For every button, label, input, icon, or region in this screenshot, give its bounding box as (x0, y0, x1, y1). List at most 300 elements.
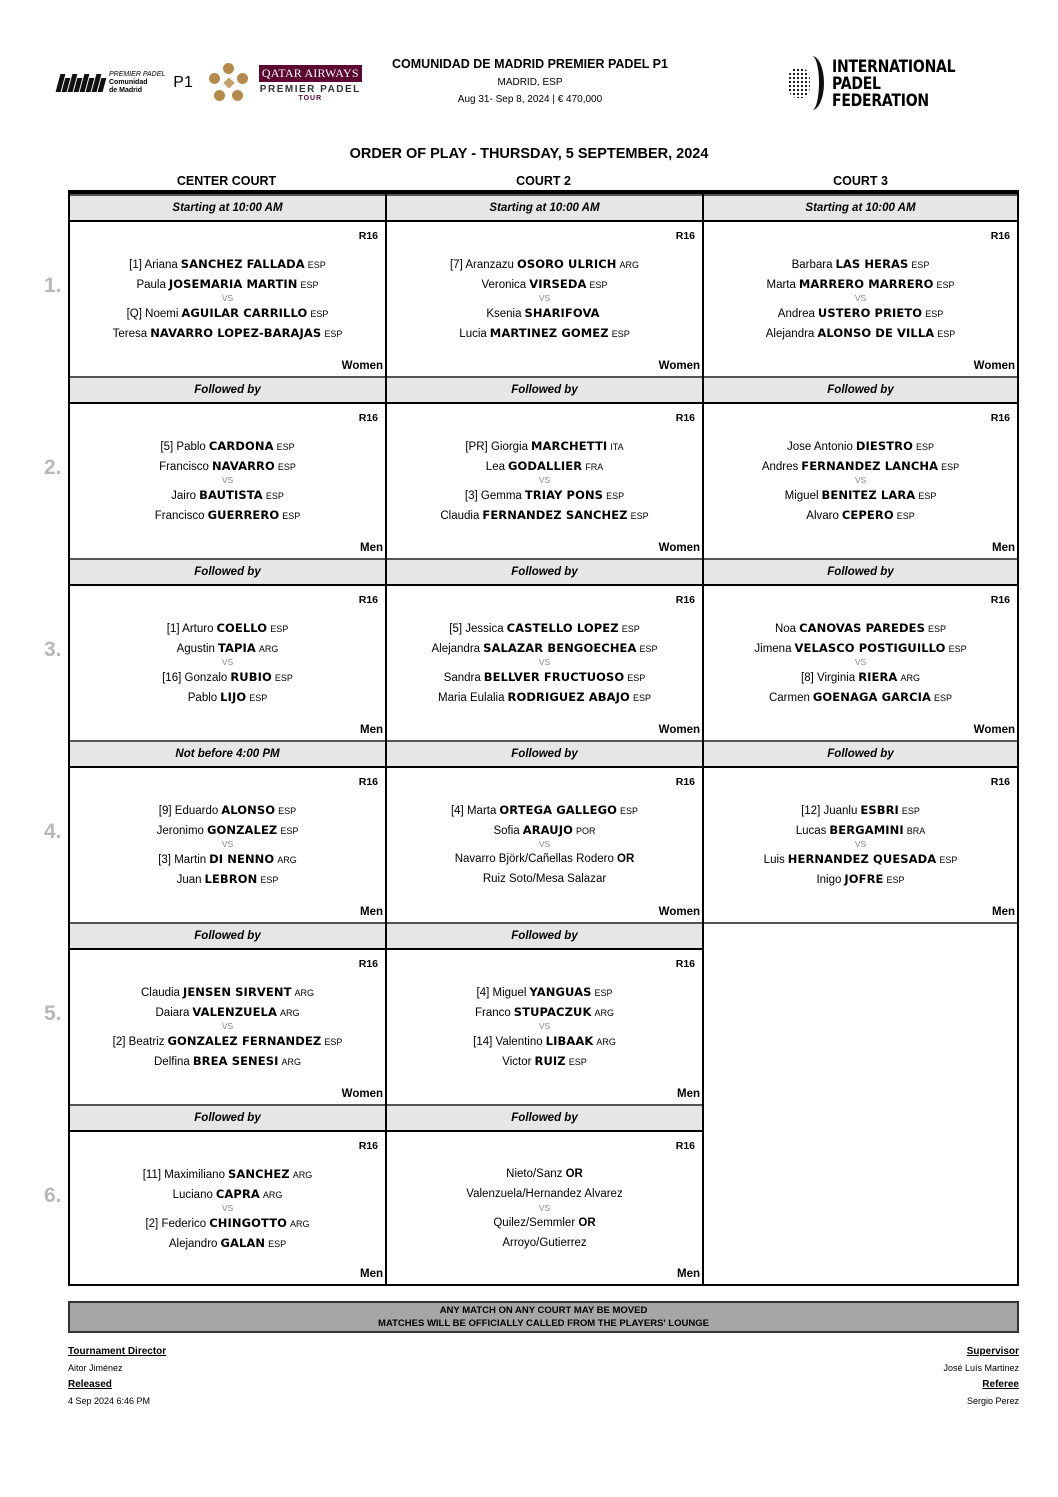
referee-label: Referee (982, 1379, 1019, 1390)
player-last-name: SALAZAR BENGOECHEA (483, 641, 637, 655)
match-block (704, 586, 1017, 740)
player-line (704, 638, 1017, 658)
player-first-name: Martin (174, 854, 207, 866)
supervisor-label: Supervisor (966, 1346, 1019, 1357)
players (704, 800, 1017, 889)
player-seed: [11] (142, 1169, 162, 1181)
player-nationality: ARG (294, 988, 315, 998)
player-nationality: ESP (278, 806, 297, 816)
round-label: R16 (990, 230, 1010, 242)
player-nationality: ESP (918, 491, 937, 501)
director-label: Tournament Director (68, 1346, 167, 1357)
released-label: Released (68, 1379, 112, 1390)
player-last-name: SHARIFOVA (524, 306, 600, 320)
qualifier-pair: Navarro Björk/Cañellas Rodero (454, 853, 614, 865)
player-last-name: BENITEZ LARA (821, 488, 916, 502)
match-cell (702, 376, 1019, 558)
player-first-name: Marta (466, 805, 497, 817)
vs-label: VS (538, 293, 551, 303)
player-last-name: CARDONA (208, 439, 274, 453)
player-first-name: Giorgia (490, 441, 529, 453)
logo-text: PREMIER PADEL (109, 71, 166, 78)
player-first-name: Noa (774, 623, 797, 635)
start-time: Followed by (704, 376, 1017, 404)
player-last-name: VIRSEDA (529, 277, 587, 291)
player-first-name: Inigo (816, 874, 842, 886)
player-last-name: USTERO PRIETO (817, 306, 923, 320)
players (70, 618, 385, 707)
player-line (70, 1164, 385, 1184)
player-nationality: ARG (281, 1057, 301, 1067)
officials-right (943, 1344, 1019, 1410)
match-cell (702, 558, 1019, 740)
player-line (387, 485, 702, 505)
qualifier-pair: Quilez/Semmler (493, 1217, 576, 1229)
player-seed: [3] (464, 490, 478, 502)
logo-text: PADEL (832, 73, 881, 93)
player-first-name: Lea (485, 461, 505, 473)
player-line (70, 505, 385, 525)
vs-label: VS (221, 839, 234, 849)
player-last-name: RODRIGUEZ ABAJO (507, 690, 630, 704)
player-first-name: Lucia (459, 328, 487, 340)
player-last-name: CASTELLO LOPEZ (506, 621, 619, 635)
player-seed: [9] (158, 805, 172, 817)
round-label: R16 (358, 412, 378, 424)
match-block (387, 404, 702, 558)
qualifier-pair: Valenzuela/Hernandez Alvarez (466, 1188, 623, 1200)
match-block (387, 1132, 702, 1286)
player-line (704, 800, 1017, 820)
player-line (704, 274, 1017, 294)
player-first-name: Sofia (493, 825, 520, 837)
logo-text: Comunidad (109, 79, 148, 86)
match-cell (68, 922, 385, 1104)
player-nationality: ESP (310, 309, 329, 319)
round-label: R16 (675, 412, 695, 424)
start-time: Followed by (70, 376, 385, 404)
player-line (70, 303, 385, 323)
player-last-name: ESBRI (860, 803, 899, 817)
round-label: R16 (675, 958, 695, 970)
player-nationality: ESP (324, 1037, 343, 1047)
player-last-name: JOFRE (844, 872, 884, 886)
match-cell (68, 558, 385, 740)
player-last-name: GUERRERO (207, 508, 280, 522)
player-line (704, 456, 1017, 476)
gender-label: Men (360, 542, 383, 554)
row-number: 5. (44, 1002, 62, 1025)
player-first-name: Claudia (440, 510, 480, 522)
player-first-name: Alejandro (168, 1238, 218, 1250)
player-line (704, 618, 1017, 638)
gender-label: Women (973, 724, 1015, 736)
player-nationality: ESP (589, 280, 608, 290)
player-last-name: DI NENNO (209, 852, 275, 866)
gender-label: Women (973, 360, 1015, 372)
gender-label: Men (992, 906, 1015, 918)
player-last-name: LIJO (220, 690, 247, 704)
match-block (387, 768, 702, 922)
player-nationality: ESP (265, 491, 284, 501)
player-nationality: ARG (619, 260, 639, 270)
player-last-name: DIESTRO (855, 439, 913, 453)
player-first-name: Jeronimo (156, 825, 204, 837)
or-label: OR (617, 853, 635, 865)
player-nationality: ARG (596, 1037, 616, 1047)
player-nationality: ESP (630, 511, 649, 521)
player-seed: [2] (112, 1036, 126, 1048)
player-line (387, 820, 702, 840)
match-block (70, 1132, 385, 1286)
player-last-name: ORTEGA GALLEGO (499, 803, 617, 817)
player-line (387, 505, 702, 525)
player-last-name: CANOVAS PAREDES (799, 621, 925, 635)
player-last-name: FERNANDEZ SANCHEZ (482, 508, 628, 522)
start-time: Not before 4:00 PM (70, 740, 385, 768)
start-time: Followed by (387, 558, 702, 586)
match-cell (68, 194, 385, 376)
gender-label: Women (341, 1088, 383, 1100)
player-first-name: Sandra (443, 672, 481, 684)
premier-padel-star-icon (209, 63, 249, 103)
player-line (387, 436, 702, 456)
player-first-name: Jose Antonio (786, 441, 853, 453)
player-line (387, 638, 702, 658)
logo-text: QATAR AIRWAYS (259, 65, 362, 82)
p1-badge: P1 (173, 74, 193, 91)
player-seed: [2] (145, 1218, 159, 1230)
row-number: 3. (44, 638, 62, 661)
row-number: 6. (44, 1184, 62, 1207)
player-nationality: ESP (925, 309, 944, 319)
player-nationality: ESP (948, 644, 967, 654)
row-number: 1. (44, 274, 62, 297)
player-last-name: GONZALEZ (206, 823, 278, 837)
vs-label: VS (221, 657, 234, 667)
match-cell (702, 194, 1019, 376)
gender-label: Men (360, 906, 383, 918)
player-first-name: Maria Eulalia (438, 692, 505, 704)
player-first-name: Jimena (754, 643, 792, 655)
match-cell (385, 1104, 702, 1286)
player-nationality: ESP (611, 329, 630, 339)
row-number: 2. (44, 456, 62, 479)
gender-label: Women (341, 360, 383, 372)
gender-label: Men (677, 1268, 700, 1280)
player-line (387, 800, 702, 820)
player-first-name: Carmen (768, 692, 810, 704)
player-last-name: STUPACZUK (513, 1005, 592, 1019)
player-first-name: Claudia (140, 987, 180, 999)
player-seed: [12] (801, 805, 821, 817)
players (387, 618, 702, 707)
player-last-name: TAPIA (217, 641, 256, 655)
players (70, 254, 385, 343)
round-label: R16 (990, 776, 1010, 788)
player-last-name: GALAN (220, 1236, 266, 1250)
director-name: Aitor Jiménez (68, 1363, 123, 1373)
player-line (387, 254, 702, 274)
player-last-name: CHINGOTTO (209, 1216, 288, 1230)
round-label: R16 (358, 230, 378, 242)
player-first-name: Arturo (182, 623, 214, 635)
player-nationality: ESP (620, 806, 639, 816)
player-line (70, 254, 385, 274)
player-line (70, 638, 385, 658)
player-nationality: ESP (274, 673, 293, 683)
player-last-name: YANGUAS (529, 985, 592, 999)
player-first-name: Ariana (144, 259, 178, 271)
court-header: COURT 2 (516, 174, 571, 188)
round-label: R16 (675, 776, 695, 788)
round-label: R16 (358, 594, 378, 606)
player-last-name: BAUTISTA (199, 488, 263, 502)
match-block (704, 404, 1017, 558)
player-line (704, 505, 1017, 525)
player-first-name: Daiara (155, 1007, 190, 1019)
vs-label: VS (538, 839, 551, 849)
player-last-name: GOENAGA GARCIA (812, 690, 932, 704)
start-time: Followed by (70, 558, 385, 586)
player-nationality: ESP (249, 693, 268, 703)
tournament-info (330, 57, 730, 105)
start-time: Followed by (70, 922, 385, 950)
player-last-name: NAVARRO LOPEZ-BARAJAS (150, 326, 322, 340)
schedule-row (44, 1104, 1019, 1286)
player-first-name: Delfina (154, 1056, 190, 1068)
player-seed: [4] (450, 805, 464, 817)
player-nationality: ESP (270, 624, 289, 634)
player-nationality: ARG (262, 1190, 283, 1200)
player-line (70, 274, 385, 294)
player-line (387, 618, 702, 638)
player-first-name: Marta (766, 279, 796, 291)
vs-label: VS (221, 1203, 234, 1213)
player-line (70, 869, 385, 889)
gender-label: Women (658, 360, 700, 372)
player-last-name: LEBRON (204, 872, 258, 886)
player-nationality: ESP (594, 988, 613, 998)
player-nationality: ARG (594, 1008, 614, 1018)
player-nationality: ESP (324, 329, 343, 339)
referee-name: Sergio Perez (966, 1396, 1019, 1406)
player-line (70, 436, 385, 456)
player-seed: [1] (129, 259, 142, 271)
player-seed: [PR] (465, 441, 488, 453)
player-last-name: BERGAMINI (829, 823, 904, 837)
vs-label: VS (538, 475, 551, 485)
vs-label: VS (221, 1021, 234, 1031)
players (387, 982, 702, 1071)
notice-line: MATCHES WILL BE OFFICIALLY CALLED FROM THE PLAYERS' LOUNGE (378, 1318, 709, 1329)
player-line (70, 1031, 385, 1051)
player-first-name: Francisco (154, 510, 205, 522)
players (70, 800, 385, 889)
player-line (387, 456, 702, 476)
player-last-name: RIERA (858, 670, 898, 684)
player-nationality: ESP (568, 1057, 587, 1067)
player-first-name: Eduardo (174, 805, 219, 817)
match-cell (702, 922, 1019, 1104)
court-header: CENTER COURT (176, 174, 277, 188)
player-nationality: ESP (632, 693, 651, 703)
player-last-name: LAS HERAS (835, 257, 909, 271)
player-nationality: ESP (934, 693, 953, 703)
court-headers (68, 174, 1019, 188)
player-first-name: Veronica (481, 279, 527, 291)
player-nationality: ESP (260, 875, 279, 885)
player-first-name: Luis (763, 854, 785, 866)
match-block (70, 222, 385, 376)
player-line (70, 982, 385, 1002)
player-last-name: CEPERO (841, 508, 894, 522)
player-nationality: ESP (277, 462, 296, 472)
player-nationality: ESP (307, 260, 326, 270)
logo-text: de Madrid (109, 87, 143, 94)
match-cell (385, 740, 702, 922)
player-line (704, 323, 1017, 343)
match-cell (68, 1104, 385, 1286)
player-seed: [5] (160, 441, 174, 453)
player-first-name: Miguel (784, 490, 819, 502)
player-last-name: FERNANDEZ LANCHA (801, 459, 939, 473)
tournament-name: COMUNIDAD DE MADRID PREMIER PADEL P1 (392, 57, 668, 71)
player-last-name: JENSEN SIRVENT (182, 985, 292, 999)
player-first-name: Juanlu (823, 805, 858, 817)
player-line (387, 323, 702, 343)
player-line (70, 1233, 385, 1253)
start-time: Starting at 10:00 AM (704, 194, 1017, 222)
player-nationality: ESP (911, 260, 930, 270)
qualifier-pair: Ruiz Soto/Mesa Salazar (482, 873, 607, 885)
player-line (387, 982, 702, 1002)
player-first-name: Lucas (795, 825, 827, 837)
player-nationality: ESP (606, 491, 625, 501)
player-nationality: POR (576, 826, 596, 836)
player-nationality: ESP (280, 826, 299, 836)
or-label: OR (565, 1168, 583, 1180)
player-first-name: Alejandra (765, 328, 815, 340)
row-number: 4. (44, 820, 62, 843)
order-of-play-title: ORDER OF PLAY - THURSDAY, 5 SEPTEMBER, 2024 (349, 146, 709, 162)
match-block (70, 768, 385, 922)
gender-label: Women (658, 724, 700, 736)
round-label: R16 (358, 776, 378, 788)
round-label: R16 (675, 1140, 695, 1152)
player-line (704, 485, 1017, 505)
officials-left (68, 1344, 166, 1410)
vs-label: VS (538, 1203, 551, 1213)
player-line (704, 849, 1017, 869)
player-first-name: Maximiliano (164, 1169, 225, 1181)
player-nationality: ESP (300, 280, 319, 290)
court-header: COURT 3 (833, 174, 888, 188)
player-line (70, 618, 385, 638)
player-nationality: FRA (585, 462, 604, 472)
players (704, 436, 1017, 525)
player-first-name: Agustin (176, 643, 215, 655)
player-line (387, 303, 702, 323)
player-line (704, 687, 1017, 707)
player-nationality: ESP (621, 624, 640, 634)
gender-label: Men (360, 724, 383, 736)
player-last-name: AGUILAR CARRILLO (181, 306, 308, 320)
players (704, 618, 1017, 707)
player-line (70, 485, 385, 505)
player-last-name: SANCHEZ FALLADA (180, 257, 305, 271)
player-nationality: BRA (906, 826, 926, 836)
player-first-name: Aranzazu (465, 259, 514, 271)
player-last-name: COELLO (216, 621, 268, 635)
player-nationality: ESP (639, 644, 658, 654)
player-nationality: ESP (627, 673, 646, 683)
players (704, 254, 1017, 343)
player-first-name: Miguel (492, 987, 527, 999)
player-nationality: ESP (937, 329, 956, 339)
gender-label: Men (360, 1268, 383, 1280)
players (70, 982, 385, 1071)
qualifier-line (387, 1233, 702, 1253)
player-line (70, 800, 385, 820)
player-nationality: ESP (928, 624, 947, 634)
or-label: OR (578, 1217, 596, 1229)
qualifier-line (387, 849, 702, 869)
player-nationality: ESP (886, 875, 905, 885)
player-first-name: Noemi (145, 308, 179, 320)
players (387, 1164, 702, 1253)
player-line (704, 820, 1017, 840)
sponsor-logos (58, 62, 362, 104)
player-line (70, 456, 385, 476)
schedule-row (44, 194, 1019, 376)
player-last-name: MARRERO MARRERO (798, 277, 934, 291)
match-cell (702, 1104, 1019, 1286)
player-seed: [3] (158, 854, 171, 866)
player-nationality: ESP (939, 855, 958, 865)
round-label: R16 (675, 594, 695, 606)
vs-label: VS (854, 657, 867, 667)
player-nationality: ARG (290, 1219, 310, 1229)
logo-text: TOUR (298, 94, 323, 102)
player-first-name: Alejandra (431, 643, 481, 655)
notice-line: ANY MATCH ON ANY COURT MAY BE MOVED (439, 1305, 648, 1316)
player-first-name: Barbara (791, 259, 833, 271)
tournament-dates-prize: Aug 31- Sep 8, 2024 | € 470,000 (457, 94, 603, 105)
player-first-name: Federico (161, 1218, 207, 1230)
match-block (704, 768, 1017, 922)
logo-text: FEDERATION (832, 90, 929, 110)
player-nationality: ESP (901, 806, 920, 816)
player-first-name: Gonzalo (184, 672, 228, 684)
vs-label: VS (538, 1021, 551, 1031)
player-line (387, 274, 702, 294)
player-line (70, 820, 385, 840)
player-nationality: ARG (292, 1170, 313, 1180)
player-first-name: Teresa (112, 328, 148, 340)
player-line (70, 1002, 385, 1022)
schedule-row (44, 376, 1019, 558)
player-first-name: Virginia (817, 672, 856, 684)
schedule-row (44, 740, 1019, 922)
player-line (704, 667, 1017, 687)
start-time: Followed by (704, 740, 1017, 768)
gender-label: Women (658, 542, 700, 554)
player-line (70, 1213, 385, 1233)
players (387, 800, 702, 889)
released-value: 4 Sep 2024 6:46 PM (68, 1396, 151, 1406)
players (70, 436, 385, 525)
